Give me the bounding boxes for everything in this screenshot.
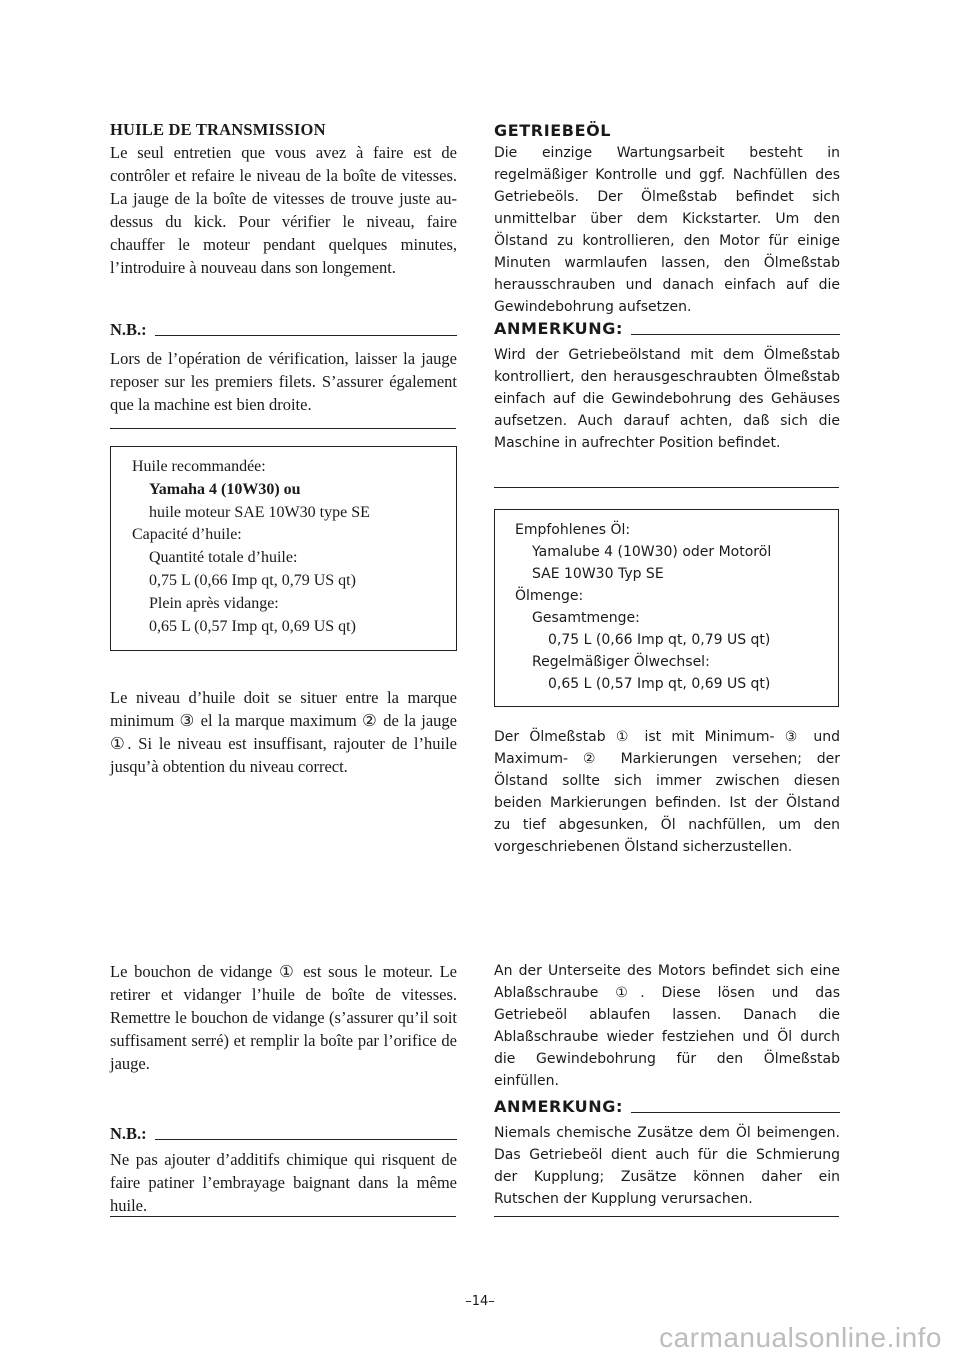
fr-drain-section xyxy=(110,960,457,1075)
fr-spec-capacity-label: Capacité d’huile: xyxy=(132,526,242,544)
fr-section-title: HUILE DE TRANSMISSION xyxy=(110,120,326,139)
fr-note-2 xyxy=(110,1122,457,1217)
de-level-section xyxy=(494,726,840,858)
page-number: –14– xyxy=(465,1294,495,1309)
de-note-1 xyxy=(494,318,840,454)
de-spec-change-value: 0,65 L (0,57 Imp qt, 0,69 US qt) xyxy=(548,676,771,692)
de-note-2-rule xyxy=(631,1112,840,1113)
de-drain-section xyxy=(494,960,840,1092)
de-note-1-label: ANMERKUNG: xyxy=(494,319,623,338)
fr-note-1-end-rule xyxy=(110,428,456,429)
de-note-1-text: Wird der Getriebeölstand mit dem Ölmeßstab kontrolliert, den herausgeschraubten Ölmeßstab einfach auf die Gewindebohrung des Gehäuses aufsetzen. Auch darauf achten, daß sich die Maschine in aufrechter Position befindet. xyxy=(494,347,840,451)
fr-note-1 xyxy=(110,318,457,416)
fr-note-2-rule xyxy=(155,1139,457,1140)
fr-note-1-header xyxy=(110,318,457,341)
fr-spec-total-value: 0,75 L (0,66 Imp qt, 0,79 US qt) xyxy=(149,571,356,589)
de-note-2-end-rule xyxy=(494,1216,839,1217)
fr-spec-recommended-label: Huile recommandée: xyxy=(132,458,266,475)
de-spec-capacity-label: Ölmenge: xyxy=(515,588,584,604)
de-spec-oil-brand: Yamalube 4 (10W30) oder Motoröl xyxy=(532,544,772,560)
de-intro-paragraph: Die einzige Wartungsarbeit besteht in regelmäßiger Kontrolle und ggf. Nachfüllen des Getriebeöls. Der Ölmeßstab befindet sich unmittelbar über dem Kickstarter. Um den Ölstand zu kontrollieren, den Motor für einige Minuten warmlaufen lassen, den Ölmeßstab herausschrauben und danach einfach auf die Gewindebohrung aufsetzen. xyxy=(494,145,840,315)
de-section-title: GETRIEBEÖL xyxy=(494,121,612,140)
de-spec-total-value: 0,75 L (0,66 Imp qt, 0,79 US qt) xyxy=(548,632,771,648)
fr-section-1 xyxy=(110,118,457,279)
de-spec-box xyxy=(494,509,839,707)
fr-spec-change-label: Plein après vidange: xyxy=(149,594,279,612)
fr-spec-change-value: 0,65 L (0,57 Imp qt, 0,69 US qt) xyxy=(149,617,356,635)
fr-drain-paragraph: Le bouchon de vidange ① est sous le moteur. Le retirer et vidanger l’huile de boîte de vitesses. Remettre le bouchon de vidange (s’assurer qu’il soit suffisament serré) et remplir la boîte par l’orifice de jauge. xyxy=(110,962,457,1073)
de-spec-total-label: Gesamtmenge: xyxy=(532,610,640,626)
fr-level-section xyxy=(110,686,457,778)
fr-note-2-header xyxy=(110,1122,457,1145)
fr-spec-oil-brand: Yamaha 4 (10W30) ou xyxy=(149,480,301,498)
de-section-1 xyxy=(494,120,840,318)
fr-intro-paragraph: Le seul entretien que vous avez à faire est de contrôler et refaire le niveau de la boîte de vitesses. La jauge de la boîte de vitesses de trouve juste au-dessus du kick. Pour vérifier le niveau, faire chauffer le moteur pendant quelques minutes, l’introduire à nouveau dans son longement. xyxy=(110,143,457,277)
de-note-2-text: Niemals chemische Zusätze dem Öl beimengen. Das Getriebeöl dient auch für die Schmierung der Kupplung; Zusätze können daher ein Rutschen der Kupplung verursachen. xyxy=(494,1125,840,1207)
fr-note-2-label: N.B.: xyxy=(110,1124,147,1143)
fr-level-paragraph: Le niveau d’huile doit se situer entre la marque minimum ③ el la marque maximum ② de la jauge ①. Si le niveau est insuffisant, rajouter de l’huile jusqu’à obtention du niveau correct. xyxy=(110,688,457,776)
fr-note-2-text: Ne pas ajouter d’additifs chimique qui risquent de faire patiner l’embrayage baignant dans la même huile. xyxy=(110,1150,457,1215)
de-note-2-header xyxy=(494,1096,840,1118)
de-drain-paragraph: An der Unterseite des Motors befindet sich eine Ablaßschraube ①. Diese lösen und das Getriebeöl ablaufen lassen. Danach die Ablaßschraube wieder festziehen und Öl durch die Gewindebohrung für den Ölmeßstab einfüllen. xyxy=(494,963,840,1089)
de-note-2 xyxy=(494,1096,840,1210)
de-level-paragraph: Der Ölmeßstab ① ist mit Minimum- ③ und Maximum- ② Markierungen versehen; der Ölstand sollte sich immer zwischen diesen beiden Markierungen befinden. Ist der Ölstand zu tief abgesunken, Öl nachfüllen, um den vorgeschriebenen Ölstand sicherzustellen. xyxy=(494,729,840,855)
de-note-1-end-rule xyxy=(494,487,839,488)
fr-note-1-label: N.B.: xyxy=(110,320,147,339)
fr-spec-total-label: Quantité totale d’huile: xyxy=(149,549,298,567)
watermark: carmanualsonline.info xyxy=(659,1322,942,1353)
de-spec-recommended-label: Empfohlenes Öl: xyxy=(515,522,631,538)
fr-note-1-rule xyxy=(155,335,457,336)
de-note-1-rule xyxy=(631,334,840,335)
de-note-2-label: ANMERKUNG: xyxy=(494,1097,623,1116)
de-spec-oil-alt: SAE 10W30 Typ SE xyxy=(532,566,664,582)
fr-spec-oil-alt: huile moteur SAE 10W30 type SE xyxy=(149,503,370,521)
fr-note-2-end-rule xyxy=(110,1216,456,1217)
de-spec-change-label: Regelmäßiger Ölwechsel: xyxy=(532,654,710,670)
fr-note-1-text: Lors de l’opération de vérification, laisser la jauge reposer sur les premiers filets. S’assurer également que la machine est bien droite. xyxy=(110,349,457,414)
de-note-1-header xyxy=(494,318,840,340)
fr-spec-box xyxy=(110,446,457,651)
